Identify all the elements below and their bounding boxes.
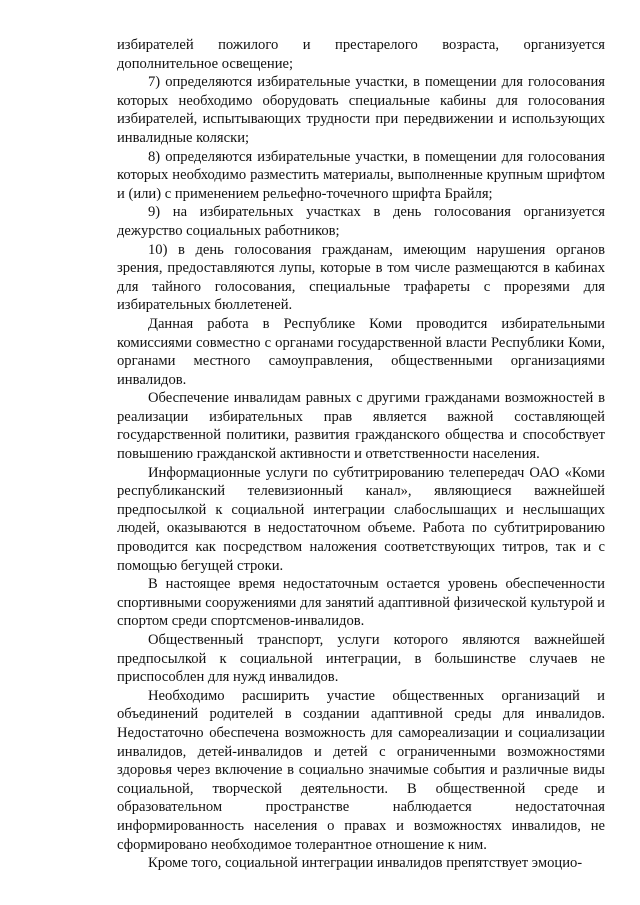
paragraph: 7) определяются избирательные участки, в помещении для голосования которых необходимо оборудовать специальные кабины для голосования избирателей, испытывающих трудности при передвижении и использующих инвалидные коляски; (117, 74, 605, 146)
paragraph: 9) на избирательных участках в день голосования организуется дежурство социальных работников; (117, 204, 605, 239)
paragraph: 10) в день голосования гражданам, имеющим нарушения органов зрения, предоставляются лупы, которые в том числе размещаются в кабинах для тайного голосования, специальные трафареты с прорезями для избирательных бюллетеней. (117, 241, 605, 314)
paragraph: Обеспечение инвалидам равных с другими гражданами возможностей в реализации избирательных прав является важной составляющей государственной политики, развития гражданского общества и способствует повышению гражданской активности и ответственности населения. (117, 390, 605, 463)
paragraph: избирателей пожилого и престарелого возраста, организуется дополнительное освещение; (117, 37, 605, 72)
paragraph: 8) определяются избирательные участки, в помещении для голосования которых необходимо разместить материалы, выполненные крупным шрифтом и (или) с применением рельефно-точечного шрифта Брайля; (117, 148, 605, 202)
paragraph: В настоящее время недостаточным остается уровень обеспеченности спортивными сооружениями для занятий адаптивной физической культурой и спортом среди спортсменов-инвалидов. (117, 576, 605, 630)
paragraph: Данная работа в Республике Коми проводится избирательными комиссиями совместно с органами государственной власти Республики Коми, органами местного самоуправления, общественными организациями инвалидов. (117, 315, 605, 388)
paragraph-last-line: Кроме того, социальной интеграции инвалидов препятствует эмоцио- (148, 855, 583, 872)
paragraph: Общественный транспорт, услуги которого являются важнейшей предпосылкой к социальной интеграции, в большинстве случаев не приспособлен для нужд инвалидов. (117, 632, 605, 686)
paragraph: Информационные услуги по субтитрированию телепередач ОАО «Коми республиканский телевизионный канал», являющиеся важнейшей предпосылкой к социальной интеграции слабослышащих и неслышащих людей, оказываются в недостаточном объеме. Работа по субтитрированию проводится как посредством наложения соответствующих титров, так и с помощью бегущей строки. (117, 464, 605, 574)
document-body (117, 36, 605, 873)
paragraph: Необходимо расширить участие общественных организаций и объединений родителей в создании адаптивной среды для инвалидов. Недостаточно обеспечена возможность для самореализации и социализации инвалидов, детей-инвалидов и детей с ограниченными возможностями здоровья через включение в социально значимые события и различные виды социальной, творческой деятельности. В общественной среде и образовательном пространстве наблюдается недостаточная информированность населения о правах и возможностях инвалидов, не сформировано необходимое толерантное отношение к ним. (117, 687, 605, 853)
